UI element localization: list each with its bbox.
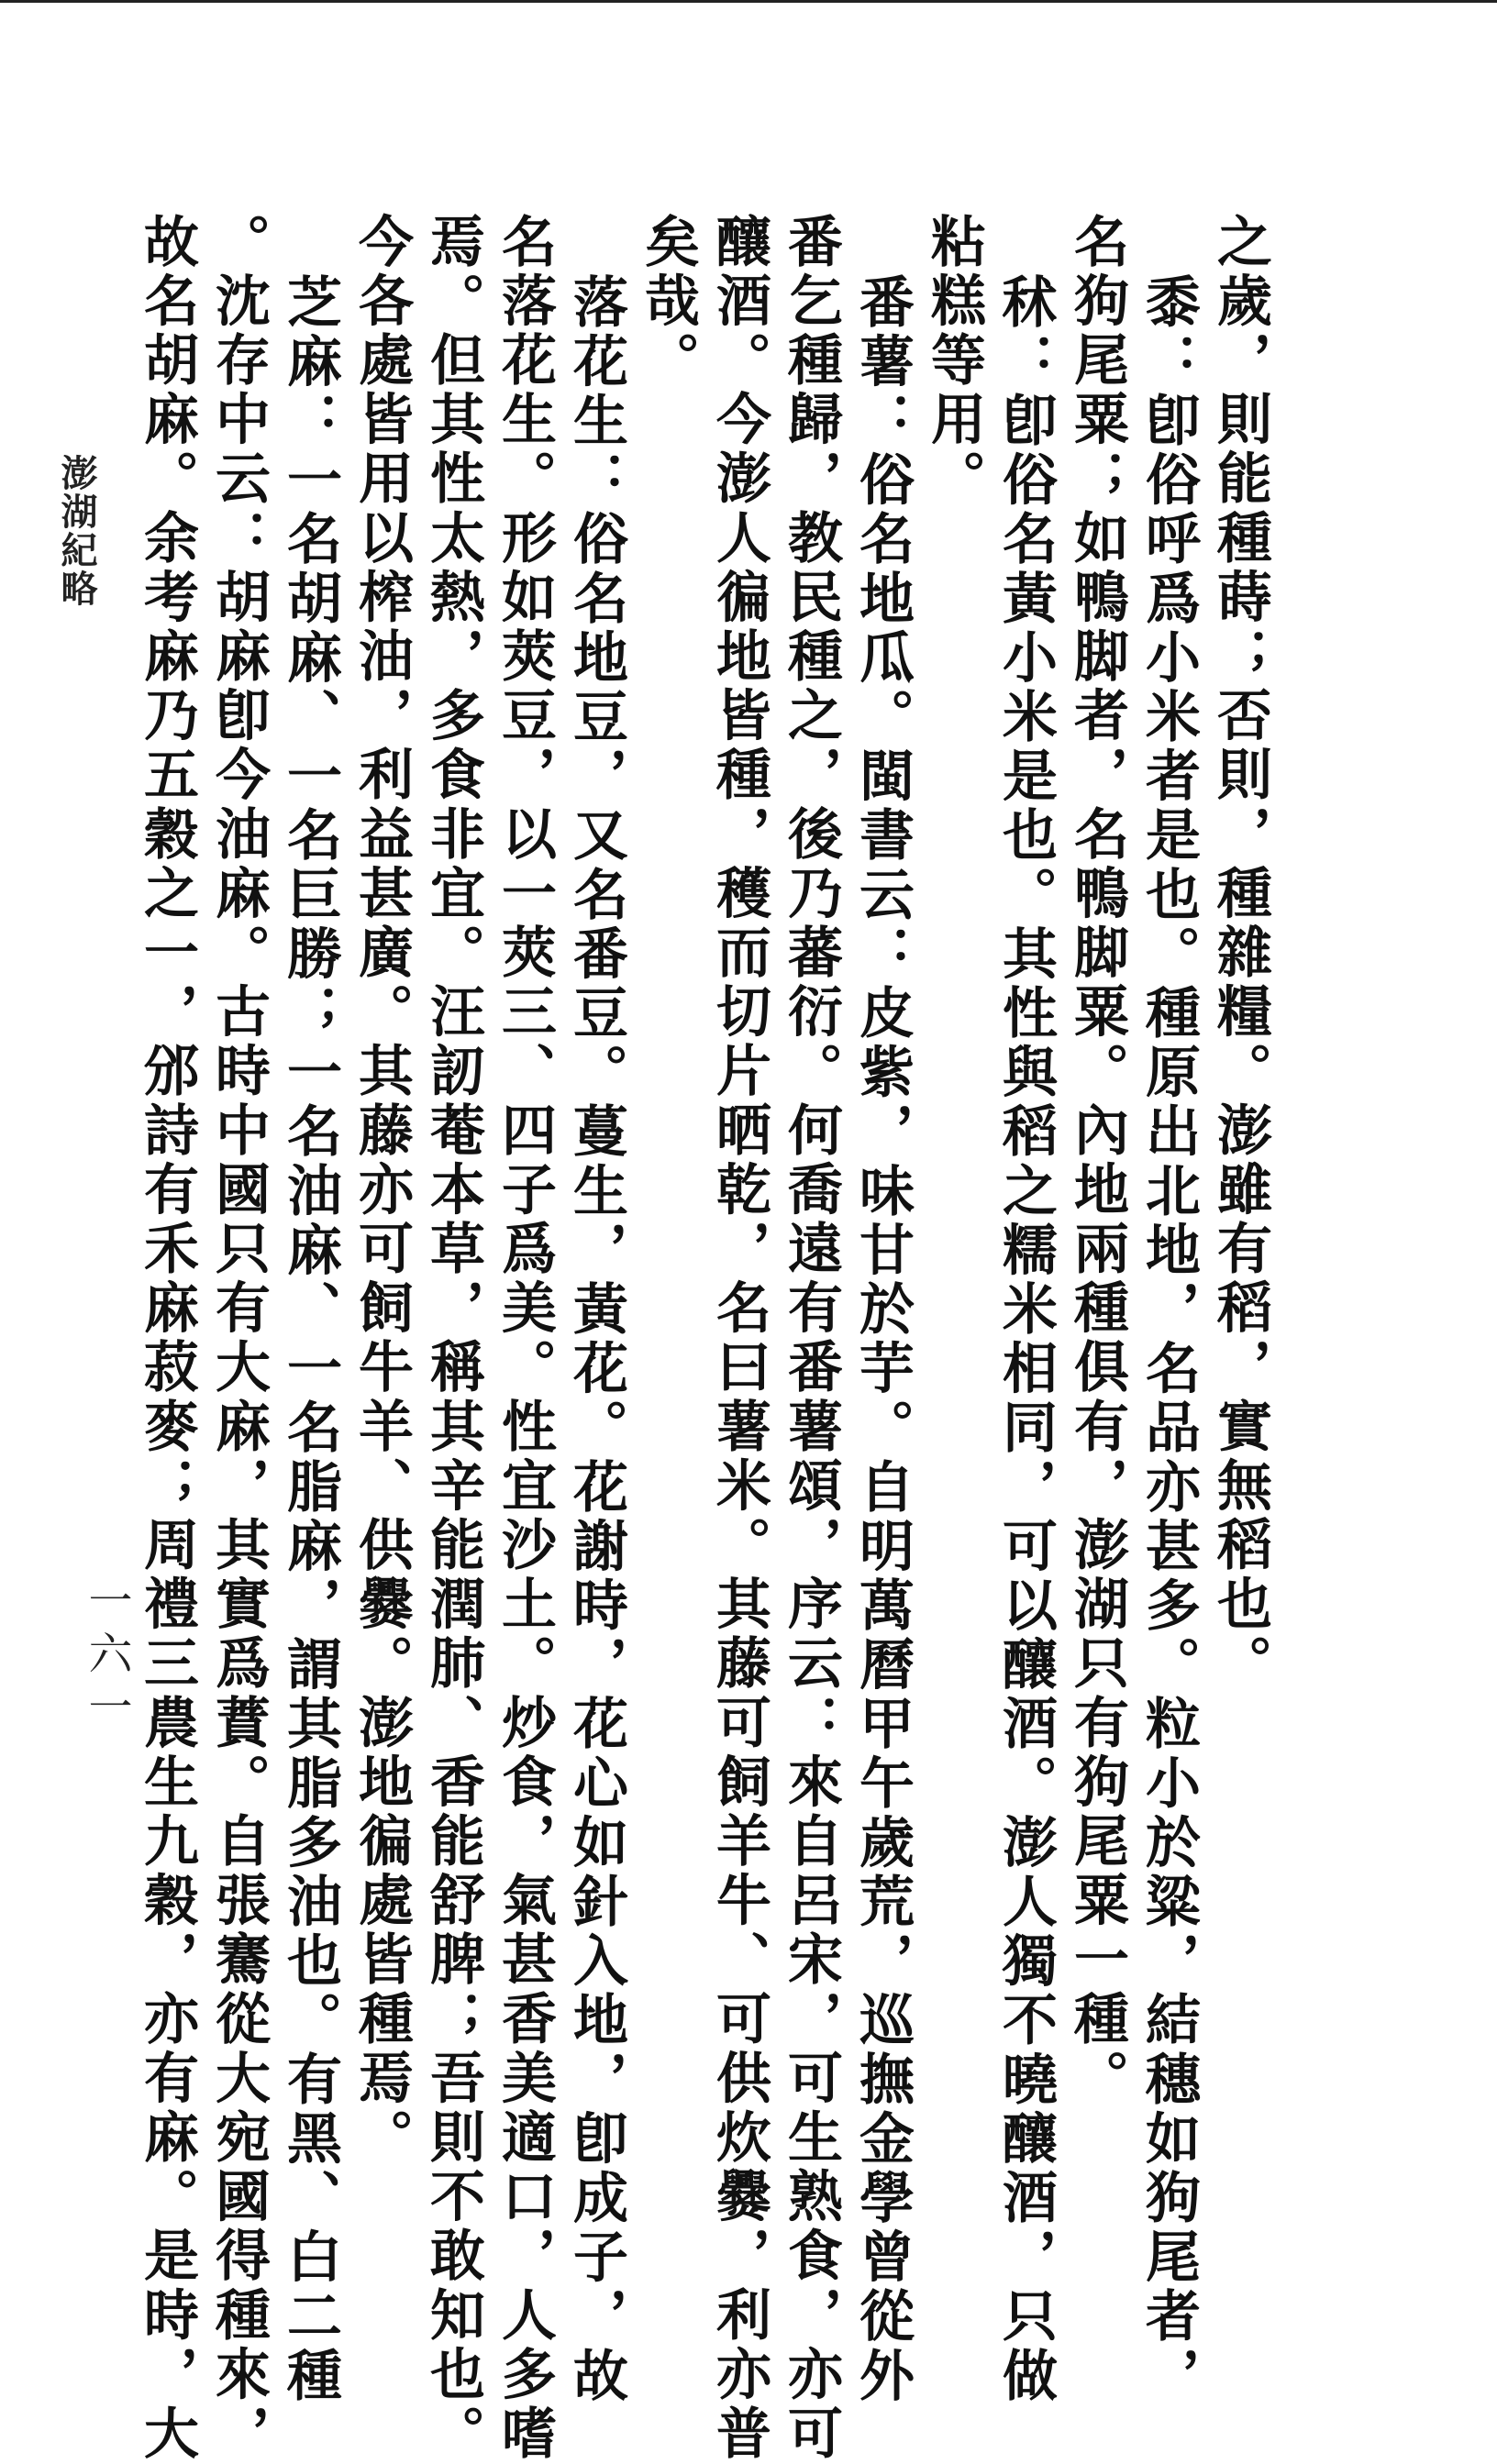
page-number: 一六一 (81, 1577, 132, 1737)
text-column: 焉。但其性太熱，多食非宜。汪訒菴本草，稱其辛能潤肺、香能舒脾；吾則不敢知也。 (421, 213, 485, 2464)
running-title: 澎湖紀略 (55, 454, 98, 608)
text-column: 釀酒。今澎人徧地皆種，穫而切片晒乾，名曰薯米。其藤可飼羊牛、可供炊爨，利亦普 (707, 213, 771, 2464)
text-column: 番乞種歸，教民種之，後乃蕃衍。何喬遠有番薯頌，序云：來自呂宋，可生熟食，亦可 (779, 213, 843, 2464)
text-column: 今各處皆用以榨油，利益甚廣。其藤亦可飼牛羊、供爨。澎地徧處皆種焉。 (349, 213, 414, 2168)
text-column: 故名胡麻。余考麻乃五穀之一，邠詩有禾麻菽麥；周禮三農生九穀，亦有麻。是時，大 (135, 213, 199, 2464)
text-column: 。沈存中云：胡麻卽今油麻。古時中國只有大麻，其實爲蕡。自張騫從大宛國得種來， (206, 213, 271, 2464)
text-column: 名狗尾粟；如鴨脚者，名鴨脚粟。內地兩種俱有，澎湖只有狗尾粟一種。 (1065, 213, 1129, 2109)
text-column: 之歲，則能種蒔；否則，種雜糧。澎雖有稻，實無稻也。 (1208, 213, 1272, 1694)
body-text (123, 213, 1272, 2464)
text-column: 番薯：俗名地瓜。閩書云：皮紫，味甘於芋。自明萬曆甲午歲荒，巡撫金學曾從外 (850, 273, 915, 2406)
text-column: 芝麻：一名胡麻、一名巨勝；一名油麻、一名脂麻，謂其脂多油也。有黑、白二種 (278, 273, 342, 2406)
text-column: 秫：卽俗名黃小米是也。其性與稻之糯米相同，可以釀酒。澎人獨不曉釀酒，只做 (993, 273, 1058, 2406)
text-column: 名落花生。形如莢豆，以一莢三、四子爲美。性宜沙土。炒食，氣甚香美適口，人多嗜 (493, 213, 557, 2464)
text-column: 黍：卽俗呼爲小米者是也。種原出北地，名品亦甚多。粒小於粱，結穗如狗尾者， (1137, 273, 1201, 2406)
text-column: 矣哉。 (636, 213, 700, 391)
text-column: 粘糕等用。 (922, 213, 986, 509)
top-border-line (0, 0, 1497, 3)
text-column: 落花生：俗名地豆，又名番豆。蔓生，黃花。花謝時，花心如針入地，卽成子，故 (564, 273, 628, 2406)
